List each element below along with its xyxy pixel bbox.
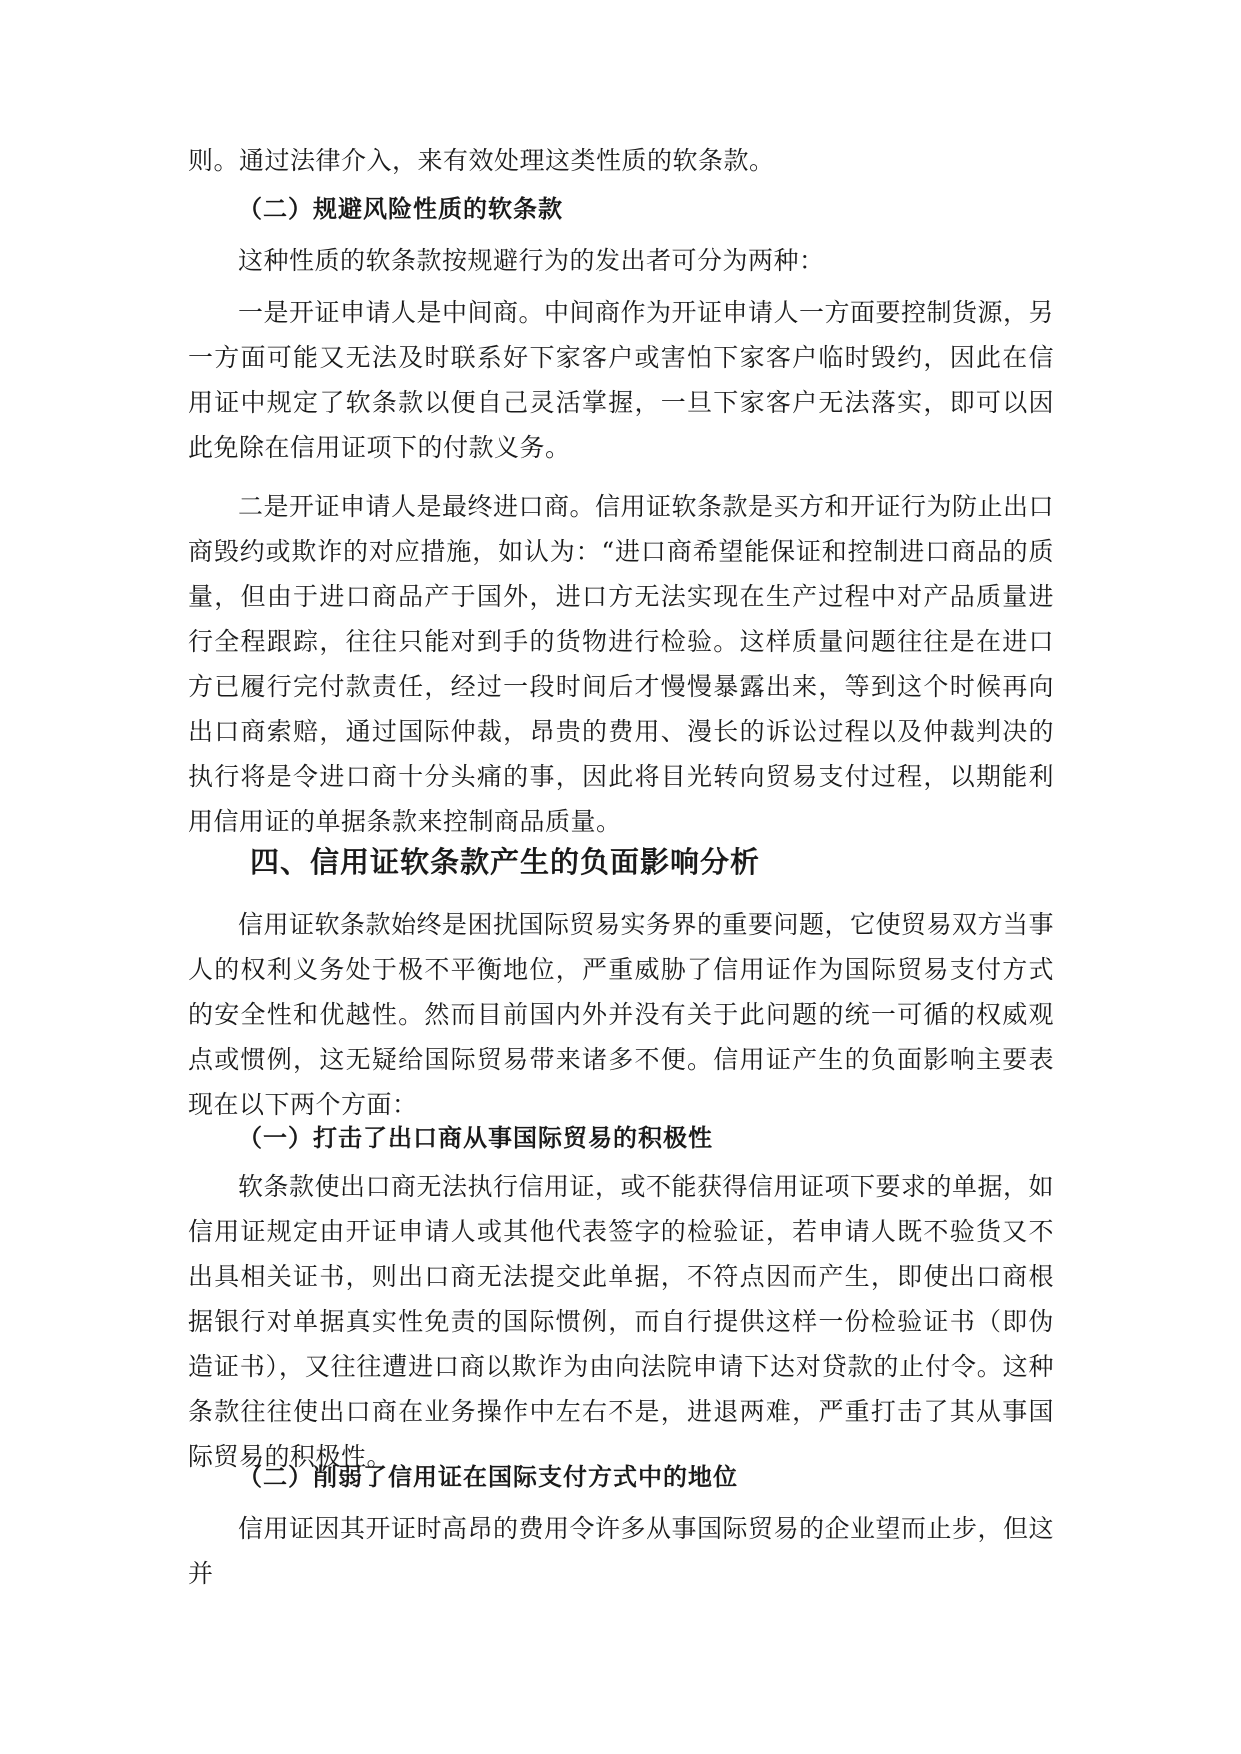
subheading-avoid-risk-soft-clause: （二）规避风险性质的软条款	[238, 194, 563, 223]
paragraph-final-importer: 二是开证申请人是最终进口商。信用证软条款是买方和开证行为防止出口商毁约或欺诈的对应措施，如认为：“进口商希望能保证和控制进口商品的质量，但由于进口商品产于国外，进口方无法实现在生产过程中对产品质量进行全程跟踪，往往只能对到手的货物进行检验。这样质量问题往往是在进口方已履行完付款责任，经过一段时间后才慢慢暴露出来，等到这个时候再向出口商索赔，通过国际仲裁，昂贵的费用、漫长的诉讼过程以及仲裁判决的执行将是令进口商十分头痛的事，因此将目光转向贸易支付过程，以期能利用信用证的单据条款来控制商品质量。	[188, 492, 1055, 836]
paragraph-section-4-intro: 信用证软条款始终是困扰国际贸易实务界的重要问题，它使贸易双方当事人的权利义务处于极不平衡地位，严重威胁了信用证作为国际贸易支付方式的安全性和优越性。然而目前国内外并没有关于此问题的统一可循的权威观点或惯例，这无疑给国际贸易带来诸多不便。信用证产生的负面影响主要表现在以下两个方面：	[188, 910, 1055, 1119]
section-4-heading: 四、信用证软条款产生的负面影响分析	[250, 845, 761, 879]
paragraph-lc-status: 信用证因其开证时高昂的费用令许多从事国际贸易的企业望而止步，但这并	[188, 1514, 1055, 1588]
paragraph-intermediary: 一是开证申请人是中间商。中间商作为开证申请人一方面要控制货源，另一方面可能又无法及时联系好下家客户或害怕下家客户临时毁约，因此在信用证中规定了软条款以便自己灵活掌握，一旦下家客户无法落实，即可以因此免除在信用证项下的付款义务。	[188, 298, 1055, 462]
paragraph-exporter-enthusiasm: 软条款使出口商无法执行信用证，或不能获得信用证项下要求的单据，如信用证规定由开证申请人或其他代表签字的检验证，若申请人既不验货又不出具相关证书，则出口商无法提交此单据，不符点因而产生，即使出口商根据银行对单据真实性免责的国际惯例，而自行提供这样一份检验证书（即伪造证书），又往往遭进口商以欺诈为由向法院申请下达对贷款的止付令。这种条款往往使出口商在业务操作中左右不是，进退两难，严重打击了其从事国际贸易的积极性。	[188, 1172, 1055, 1471]
paragraph-continuation: 则。通过法律介入，来有效处理这类性质的软条款。	[188, 146, 775, 175]
paragraph-two-types: 这种性质的软条款按规避行为的发出者可分为两种：	[238, 246, 825, 275]
subheading-exporter-enthusiasm: （一）打击了出口商从事国际贸易的积极性	[238, 1123, 713, 1152]
subheading-lc-status: （二）削弱了信用证在国际支付方式中的地位	[238, 1462, 738, 1491]
